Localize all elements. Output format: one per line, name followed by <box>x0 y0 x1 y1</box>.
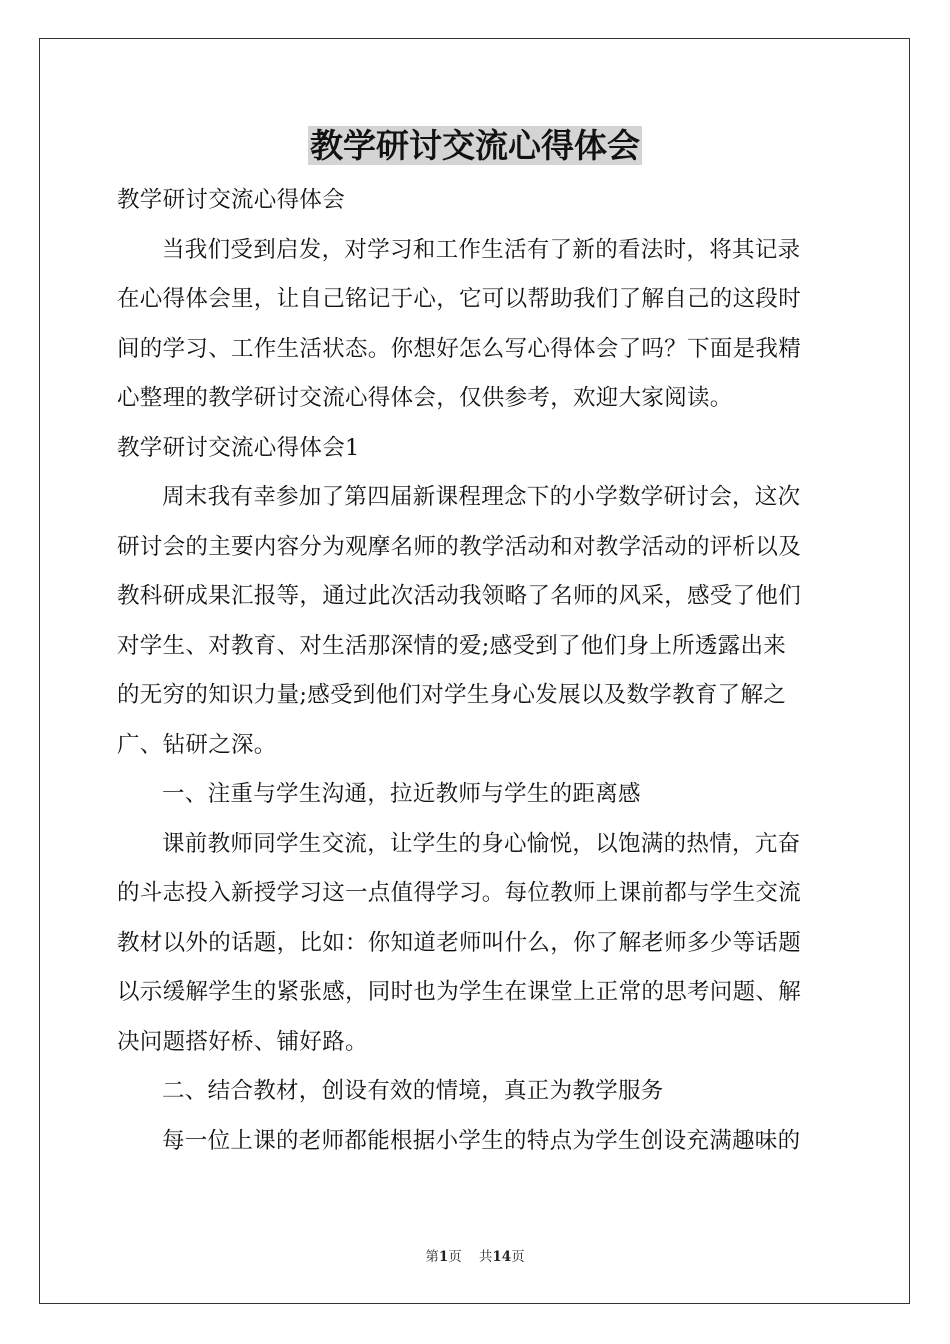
page-footer <box>0 1247 950 1267</box>
page-current: 1 <box>438 1249 449 1265</box>
text-line: 决问题搭好桥、铺好路。 <box>117 1028 368 1055</box>
point1-paragraph <box>117 820 833 1068</box>
text-line: 广、钻研之深。 <box>117 731 277 758</box>
document-subtitle: 教学研讨交流心得体会 <box>117 187 346 213</box>
document-body <box>117 176 833 1166</box>
text-line: 研讨会的主要内容分为观摩名师的教学活动和对教学活动的评析以及 <box>117 533 802 560</box>
section-title: 教学研讨交流心得体会1 <box>117 434 360 461</box>
intro-paragraph <box>117 226 833 424</box>
page-suffix: 页 <box>448 1249 462 1265</box>
text-line: 教科研成果汇报等，通过此次活动我领略了名师的风采，感受了他们 <box>117 583 802 609</box>
point1-heading: 一、注重与学生沟通，拉近教师与学生的距离感 <box>162 781 641 807</box>
text-line: 对学生、对教育、对生活那深情的爱;感受到了他们身上所透露出来 <box>117 632 787 659</box>
total-suffix: 页 <box>511 1249 525 1265</box>
text-line: 教材以外的话题，比如：你知道老师叫什么，你了解老师多少等话题 <box>117 929 802 956</box>
point2-heading: 二、结合教材，创设有效的情境，真正为教学服务 <box>162 1078 664 1104</box>
text-line: 间的学习、工作生活状态。你想好怎么写心得体会了吗？下面是我精 <box>117 335 802 362</box>
text-line: 心整理的教学研讨交流心得体会，仅供参考，欢迎大家阅读。 <box>117 385 733 411</box>
page-prefix: 第 <box>425 1249 439 1265</box>
text-line: 以示缓解学生的紧张感，同时也为学生在课堂上正常的思考问题、解 <box>117 979 802 1005</box>
text-line: 的无穷的知识力量;感受到他们对学生身心发展以及数学教育了解之 <box>117 682 787 708</box>
text-line: 在心得体会里，让自己铭记于心，它可以帮助我们了解自己的这段时 <box>117 286 802 312</box>
text-line: 当我们受到启发，对学习和工作生活有了新的看法时，将其记录 <box>162 236 801 263</box>
point2-paragraph <box>117 1117 833 1167</box>
section1-paragraph <box>117 473 833 770</box>
total-prefix: 共 <box>478 1249 493 1265</box>
text-line: 的斗志投入新授学习这一点值得学习。每位教师上课前都与学生交流 <box>117 880 802 906</box>
text-line: 周末我有幸参加了第四届新课程理念下的小学数学研讨会，这次 <box>162 484 801 510</box>
document-title <box>0 124 950 168</box>
text-line: 每一位上课的老师都能根据小学生的特点为学生创设充满趣味的 <box>162 1127 801 1154</box>
text-line: 课前教师同学生交流，让学生的身心愉悦，以饱满的热情，亢奋 <box>162 830 801 857</box>
document-title-text: 教学研讨交流心得体会 <box>310 126 640 165</box>
page-total: 14 <box>492 1249 512 1265</box>
